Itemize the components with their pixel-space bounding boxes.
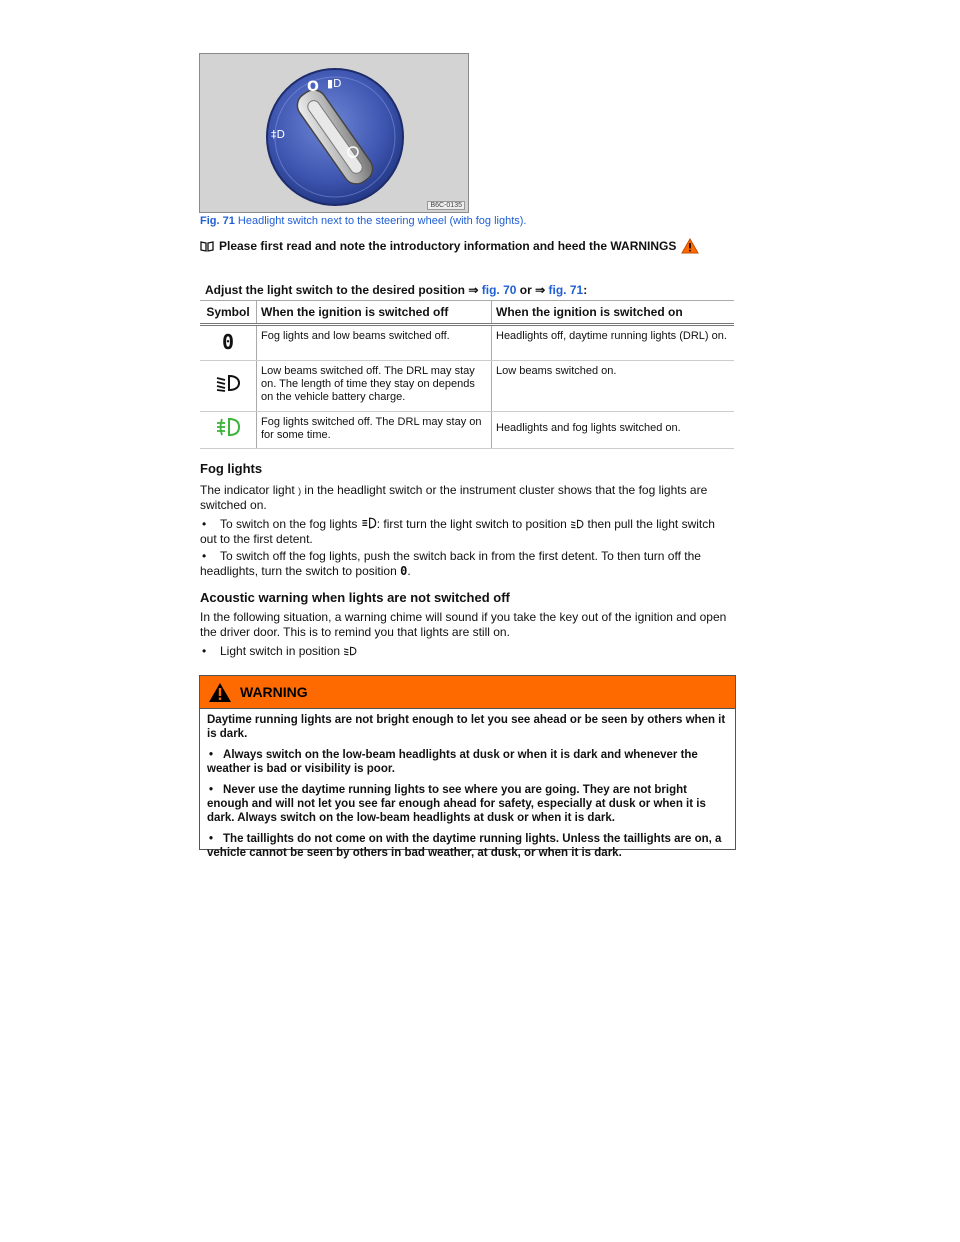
low-beam-inline-icon	[343, 646, 357, 656]
table-row	[200, 325, 734, 361]
warning-header	[200, 676, 735, 709]
intro-note-text: Please first read and note the introductory information and heed the WARNINGS	[219, 239, 677, 253]
low-beam-inline-icon	[570, 519, 584, 529]
svg-text:O: O	[307, 79, 319, 95]
acoustic-bullet: • Light switch in position	[200, 644, 730, 659]
ignition-off-cell: Fog lights switched off. The DRL may stay on for some time.	[257, 411, 492, 448]
fog-light-inline-icon	[361, 517, 377, 529]
header-symbol: Symbol	[200, 301, 257, 325]
warning-item-text: The taillights do not come on with the daytime running lights. Unless the taillights are on, a vehicle cannot be seen by others in bad weather, at dusk, or when it is dark.	[207, 832, 722, 859]
warning-item: • The taillights do not come on with the daytime running lights. Unless the taillights are on, a vehicle cannot be seen by others in bad weather, at dusk, or when it is dark.	[207, 832, 722, 859]
bullet1-text-c: then pull the light switch out to the first detent.	[200, 517, 715, 546]
ignition-on-cell: Low beams switched on.	[492, 361, 735, 412]
figure-caption-text: Headlight switch next to the steering wheel (with fog lights).	[234, 215, 527, 227]
bullet1-text-a: To switch on the fog lights	[220, 517, 361, 531]
fog-light-icon	[215, 417, 241, 437]
headlight-switch-illustration	[200, 54, 468, 212]
table-row	[200, 411, 734, 448]
svg-text:‡D: ‡D	[271, 128, 285, 141]
warning-title: WARNING	[240, 684, 308, 700]
warning-item: • Always switch on the low-beam headlights at dusk or when it is dark and whenever the weather is bad or visibility is poor.	[207, 748, 698, 776]
figure-label: Fig. 71	[200, 215, 235, 227]
ignition-off-cell: Low beams switched off. The DRL may stay on. The length of time they stay on depends on the vehicle battery charge.	[257, 361, 492, 412]
fog-para-end: in the headlight switch or the instrument cluster shows that the fog lights are switched on.	[200, 483, 708, 512]
indicator-symbol: )	[298, 486, 302, 496]
acoustic-paragraph: In the following situation, a warning chime will sound if you take the key out of the ignition and open the driver door. This is to remind you that lights are still on.	[200, 610, 727, 639]
svg-text:▮D: ▮D	[327, 77, 342, 90]
headlight-switch-figure	[199, 53, 469, 213]
bullet2-end: .	[407, 564, 411, 578]
fig-70-link[interactable]: fig. 70	[481, 283, 517, 297]
figure-code: B6C-0135	[427, 201, 465, 210]
light-switch-table	[200, 300, 734, 449]
acoustic-warning-heading: Acoustic warning when lights are not switched off	[200, 590, 510, 605]
warning-item-text: Never use the daytime running lights to see where you are going. They are not bright enough and will not let you see far enough ahead for safety, especially at dusk or when it is dark. Always switch on the low-beam headlights at dusk or when it is dark.	[207, 783, 706, 825]
off-position-symbol: 0	[221, 330, 235, 354]
warning-triangle-icon	[208, 682, 232, 703]
bullet1-text-b: : first turn the light switch to position	[376, 517, 571, 531]
warning-triangle-icon	[681, 238, 699, 254]
symbol-cell	[200, 411, 257, 448]
intro-note	[200, 238, 699, 254]
warning-item-text: Always switch on the low-beam headlights at dusk or when it is dark and whenever the weather is bad or visibility is poor.	[207, 748, 698, 776]
fog-bullet-switch-off: • To switch off the fog lights, push the switch back in from the first detent. To then turn off the headlights, turn the switch to position 0.	[200, 549, 701, 578]
ignition-on-cell: Headlights off, daytime running lights (DRL) on.	[492, 325, 735, 361]
fog-lights-heading: Fog lights	[200, 461, 263, 476]
ignition-on-cell: Headlights and fog lights switched on.	[492, 411, 735, 448]
off-position-inline-symbol: 0	[400, 564, 408, 578]
figure-caption	[200, 215, 527, 227]
symbol-cell	[200, 361, 257, 412]
adjust-text: Adjust the light switch to the desired position ⇒	[205, 283, 479, 297]
book-icon	[200, 241, 214, 252]
fig-71-link[interactable]: fig. 71	[548, 283, 584, 297]
header-ignition-off: When the ignition is switched off	[257, 301, 492, 325]
warning-body	[200, 709, 735, 870]
warning-box	[199, 675, 736, 859]
fog-bullet-switch-on: • To switch on the fog lights : first turn the light switch to position then pull the light switch out to the first detent.	[200, 517, 715, 546]
table-row	[200, 361, 734, 412]
ignition-off-cell: Fog lights and low beams switched off.	[257, 325, 492, 361]
adjust-colon: :	[583, 283, 588, 297]
header-ignition-on: When the ignition is switched on	[492, 301, 735, 325]
table-header-row	[200, 301, 734, 325]
low-beam-icon	[215, 374, 241, 392]
symbol-cell	[200, 325, 257, 361]
acoustic-bullet-text: Light switch in position	[220, 644, 344, 658]
warning-intro: Daytime running lights are not bright enough to let you see ahead or be seen by others when it is dark.	[207, 714, 726, 741]
warning-item: • Never use the daytime running lights to see where you are going. They are not bright enough and will not let you see far enough ahead for safety, especially at dusk or when it is dark. Always switch on the low-beam headlights at dusk or when it is dark.	[207, 783, 706, 825]
adjust-instruction	[205, 283, 587, 297]
fog-lights-paragraph	[200, 483, 730, 513]
bullet2-text: To switch off the fog lights, push the switch back in from the first detent. To then turn off the headlights, turn the switch to position	[200, 549, 701, 578]
fog-para-start: The indicator light	[200, 483, 299, 497]
adjust-or: or ⇒	[516, 283, 546, 297]
